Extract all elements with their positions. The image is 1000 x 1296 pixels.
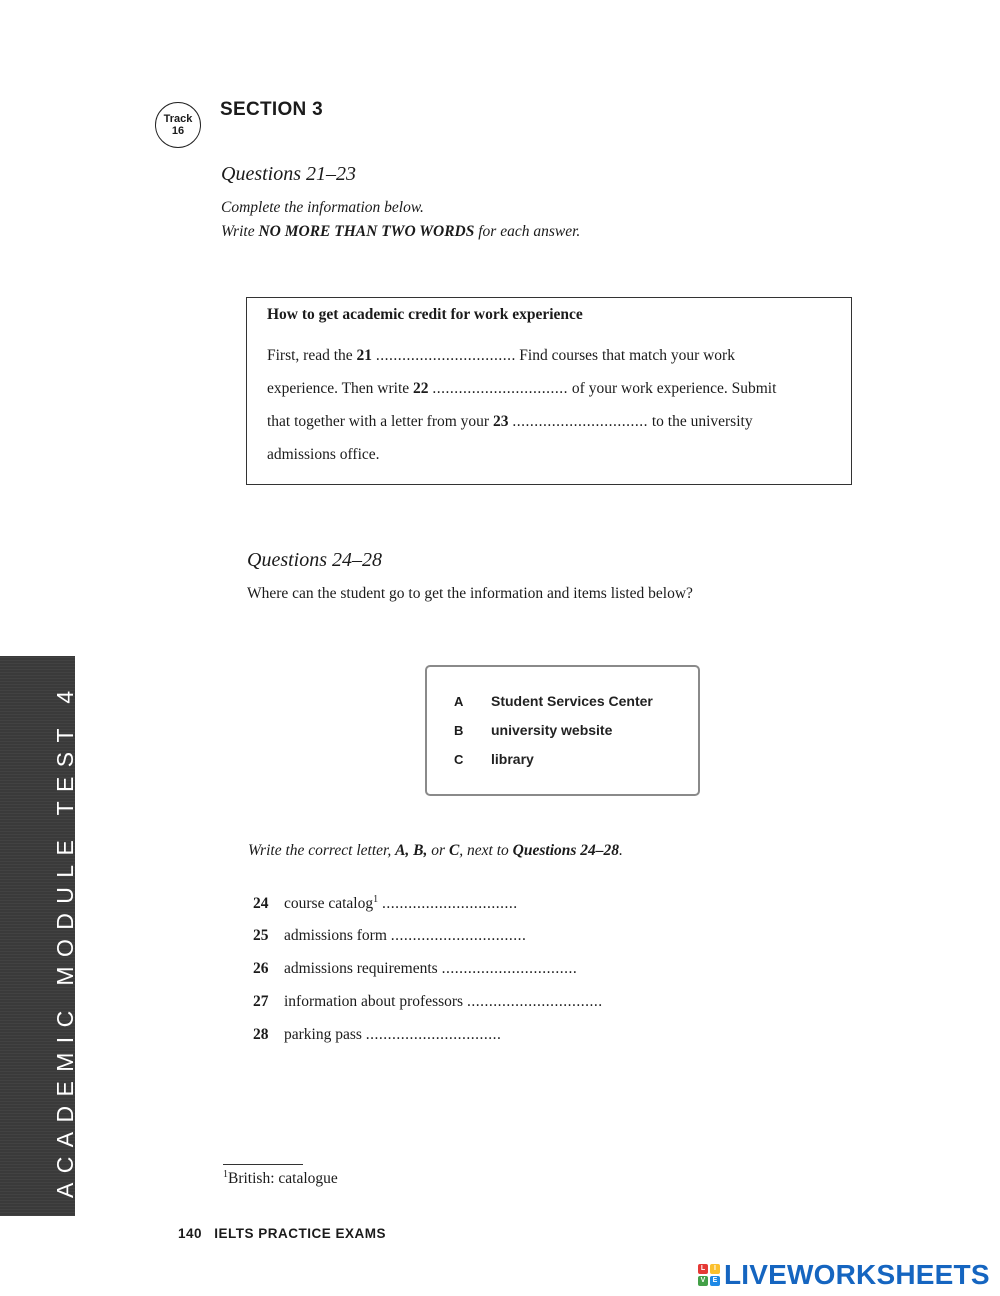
question-28: 28 parking pass ............................... [253, 1026, 502, 1043]
liveworksheets-logo [698, 1259, 990, 1291]
track-number: 16 [171, 125, 185, 137]
option-c-text: library [491, 751, 534, 767]
answer-blank-27[interactable]: ............................... [466, 993, 603, 1010]
question-prompt: Where can the student go to get the information and items listed below? [247, 585, 693, 602]
answer-blank-23[interactable]: ............................... [512, 413, 648, 430]
question-27: 27 information about professors ............................... [253, 993, 603, 1010]
answer-blank-22[interactable]: ............................... [432, 380, 569, 397]
question-22-number: 22 [413, 380, 429, 397]
question-21-number: 21 [356, 347, 373, 364]
letter-instruction: Write the correct letter, A, B, or C, next to Questions 24–28. [248, 842, 623, 859]
instruction-line-1: Complete the information below. [221, 199, 424, 216]
side-tab-label: ACADEMIC MODULE TEST 4 [52, 681, 78, 1198]
question-25: 25 admissions form ............................... [253, 927, 527, 944]
side-tab [0, 656, 78, 1216]
question-23-number: 23 [492, 413, 509, 430]
question-26: 26 admissions requirements ............................... [253, 960, 578, 977]
info-line-2: experience. Then write 22 ............................... of your work experience. Submit [267, 380, 777, 397]
instruction-line-2: Write NO MORE THAN TWO WORDS for each answer. [221, 223, 581, 240]
answer-blank-25[interactable]: ............................... [390, 927, 527, 944]
option-a-letter: A [454, 694, 464, 709]
logo-grid-icon: L I V E [698, 1264, 720, 1286]
questions-24-28-heading: Questions 24–28 [247, 549, 382, 571]
track-badge [155, 102, 201, 148]
info-line-4: admissions office. [267, 446, 380, 463]
answer-blank-21[interactable]: ............................... [375, 347, 512, 364]
options-box [425, 665, 700, 796]
page-number: 140 [178, 1226, 203, 1241]
questions-21-23-heading: Questions 21–23 [221, 163, 356, 185]
option-b-text: university website [491, 722, 613, 738]
footnote: $^1$British: catalogue [223, 1169, 338, 1188]
info-box-title: How to get academic credit for work experience [267, 306, 583, 323]
track-label: Track [163, 113, 193, 125]
answer-blank-26[interactable]: ............................... [441, 960, 578, 977]
answer-blank-28[interactable]: ............................... [365, 1026, 502, 1043]
logo-text: LIVEWORKSHEETS [724, 1259, 990, 1290]
section-title: SECTION 3 [220, 99, 323, 120]
info-box [246, 297, 852, 485]
option-b-letter: B [454, 723, 464, 738]
page-footer [178, 1226, 386, 1241]
option-a-text: Student Services Center [491, 693, 653, 709]
footnote-ref: 1 [373, 894, 379, 905]
answer-blank-24[interactable]: ............................... [381, 895, 518, 913]
info-line-3: that together with a letter from your 23 ............................... to the university [267, 413, 753, 430]
footnote-rule [223, 1164, 303, 1165]
question-24: 24 course catalog$^1$ ............................... [253, 894, 518, 913]
info-line-1: First, read the 21 ................................ Find courses that match your work [267, 347, 735, 364]
option-c-letter: C [454, 752, 464, 767]
book-title: IELTS PRACTICE EXAMS [214, 1226, 387, 1241]
